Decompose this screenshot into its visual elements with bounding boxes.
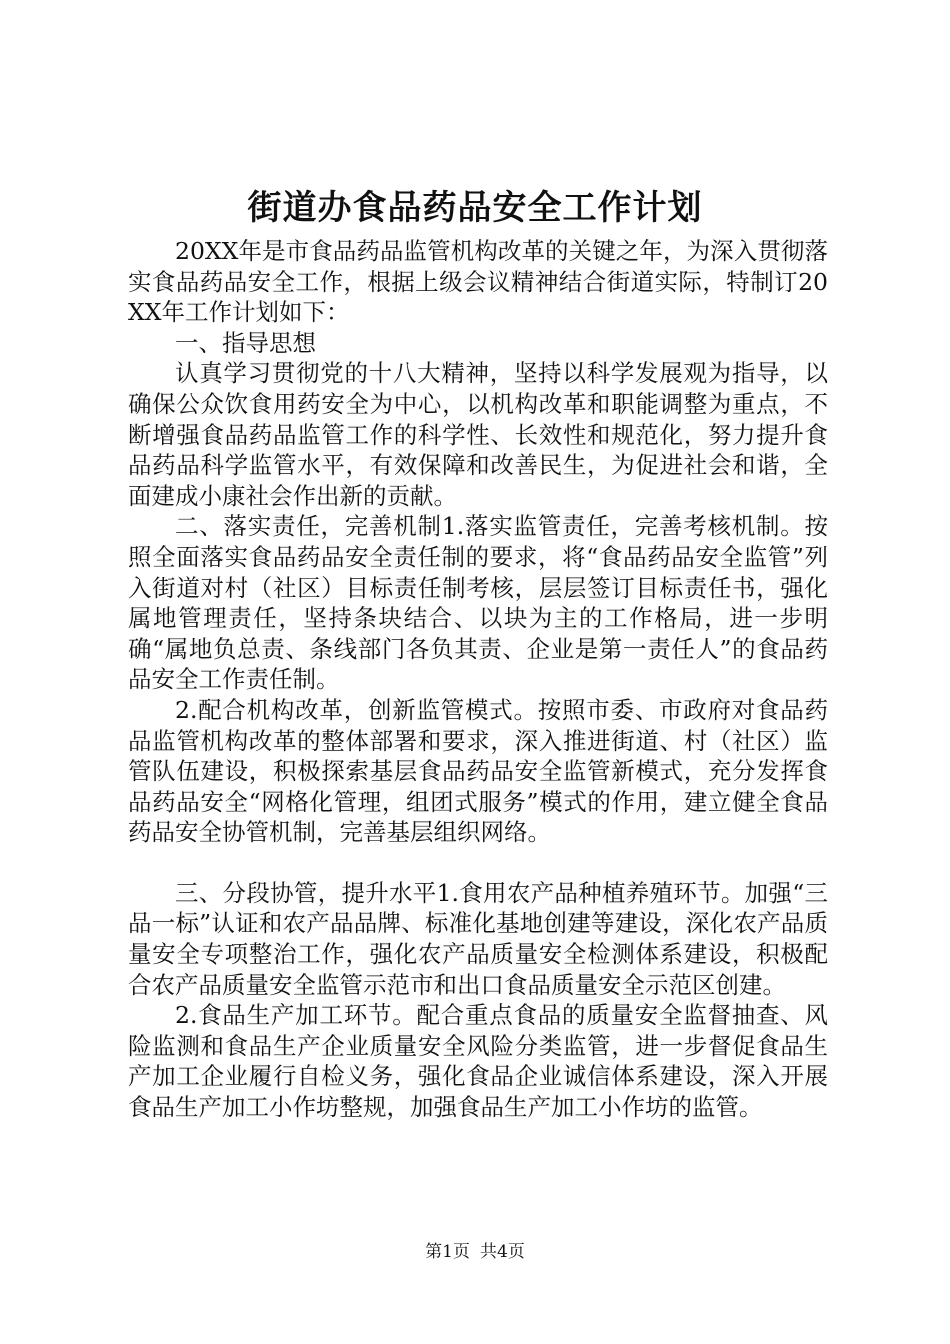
paragraph-responsibility: 二、落实责任，完善机制1.落实监管责任，完善考核机制。按照全面落实食品药品安全责任制的要求，将“食品药品安全监管”列入街道对村（社区）目标责任制考核，层层签订目标责任书，强化属地管理责任，坚持条块结合、以块为主的工作格局，进一步明确“属地负总责、条线部门各负其责、企业是第一责任人”的食品药品安全工作责任制。 <box>128 512 828 694</box>
document-title: 街道办食品药品安全工作计划 <box>247 188 703 228</box>
paragraph-guiding-thought: 认真学习贯彻党的十八大精神，坚持以科学发展观为指导，以确保公众饮食用药安全为中心，以机构改革和职能调整为重点，不断增强食品药品监管工作的科学性、长效性和规范化，努力提升食品药品科学监管水平，有效保障和改善民生，为促进社会和谐，全面建成小康社会作出新的贡献。 <box>128 359 828 510</box>
page-footer <box>0 1240 950 1264</box>
page-number: 第1页 <box>425 1242 470 1262</box>
paragraph-reform: 2.配合机构改革，创新监管模式。按照市委、市政府对食品药品监管机构改革的整体部署和要求，深入推进街道、村（社区）监管队伍建设，积极探索基层食品药品安全监管新模式，充分发挥食品药品安全“网格化管理，组团式服务”模式的作用，建立健全食品药品安全协管机制，完善基层组织网络。 <box>128 695 828 847</box>
paragraph-intro: 20XX年是市食品药品监管机构改革的关键之年，为深入贯彻落实食品药品安全工作，根据上级会议精神结合街道实际，特制订20XX年工作计划如下： <box>128 237 828 327</box>
paragraph-segment-supervision: 三、分段协管，提升水平1.食用农产品种植养殖环节。加强“三品一标”认证和农产品品牌、标准化基地创建等建设，深化农产品质量安全专项整治工作，强化农产品质量安全检测体系建设，积极配合农产品质量安全监管示范市和出口食品质量安全示范区创建。 <box>128 878 828 999</box>
document-body <box>128 236 828 1123</box>
section-heading-guiding-thought: 一、指导思想 <box>175 328 316 357</box>
paragraph-food-production: 2.食品生产加工环节。配合重点食品的质量安全监督抽查、风险监测和食品生产企业质量安全风险分类监管，进一步督促食品生产加工企业履行自检义务，强化食品企业诚信体系建设，深入开展食品生产加工小作坊整规，加强食品生产加工小作坊的监管。 <box>128 1001 828 1122</box>
page-total: 共4页 <box>480 1242 525 1262</box>
